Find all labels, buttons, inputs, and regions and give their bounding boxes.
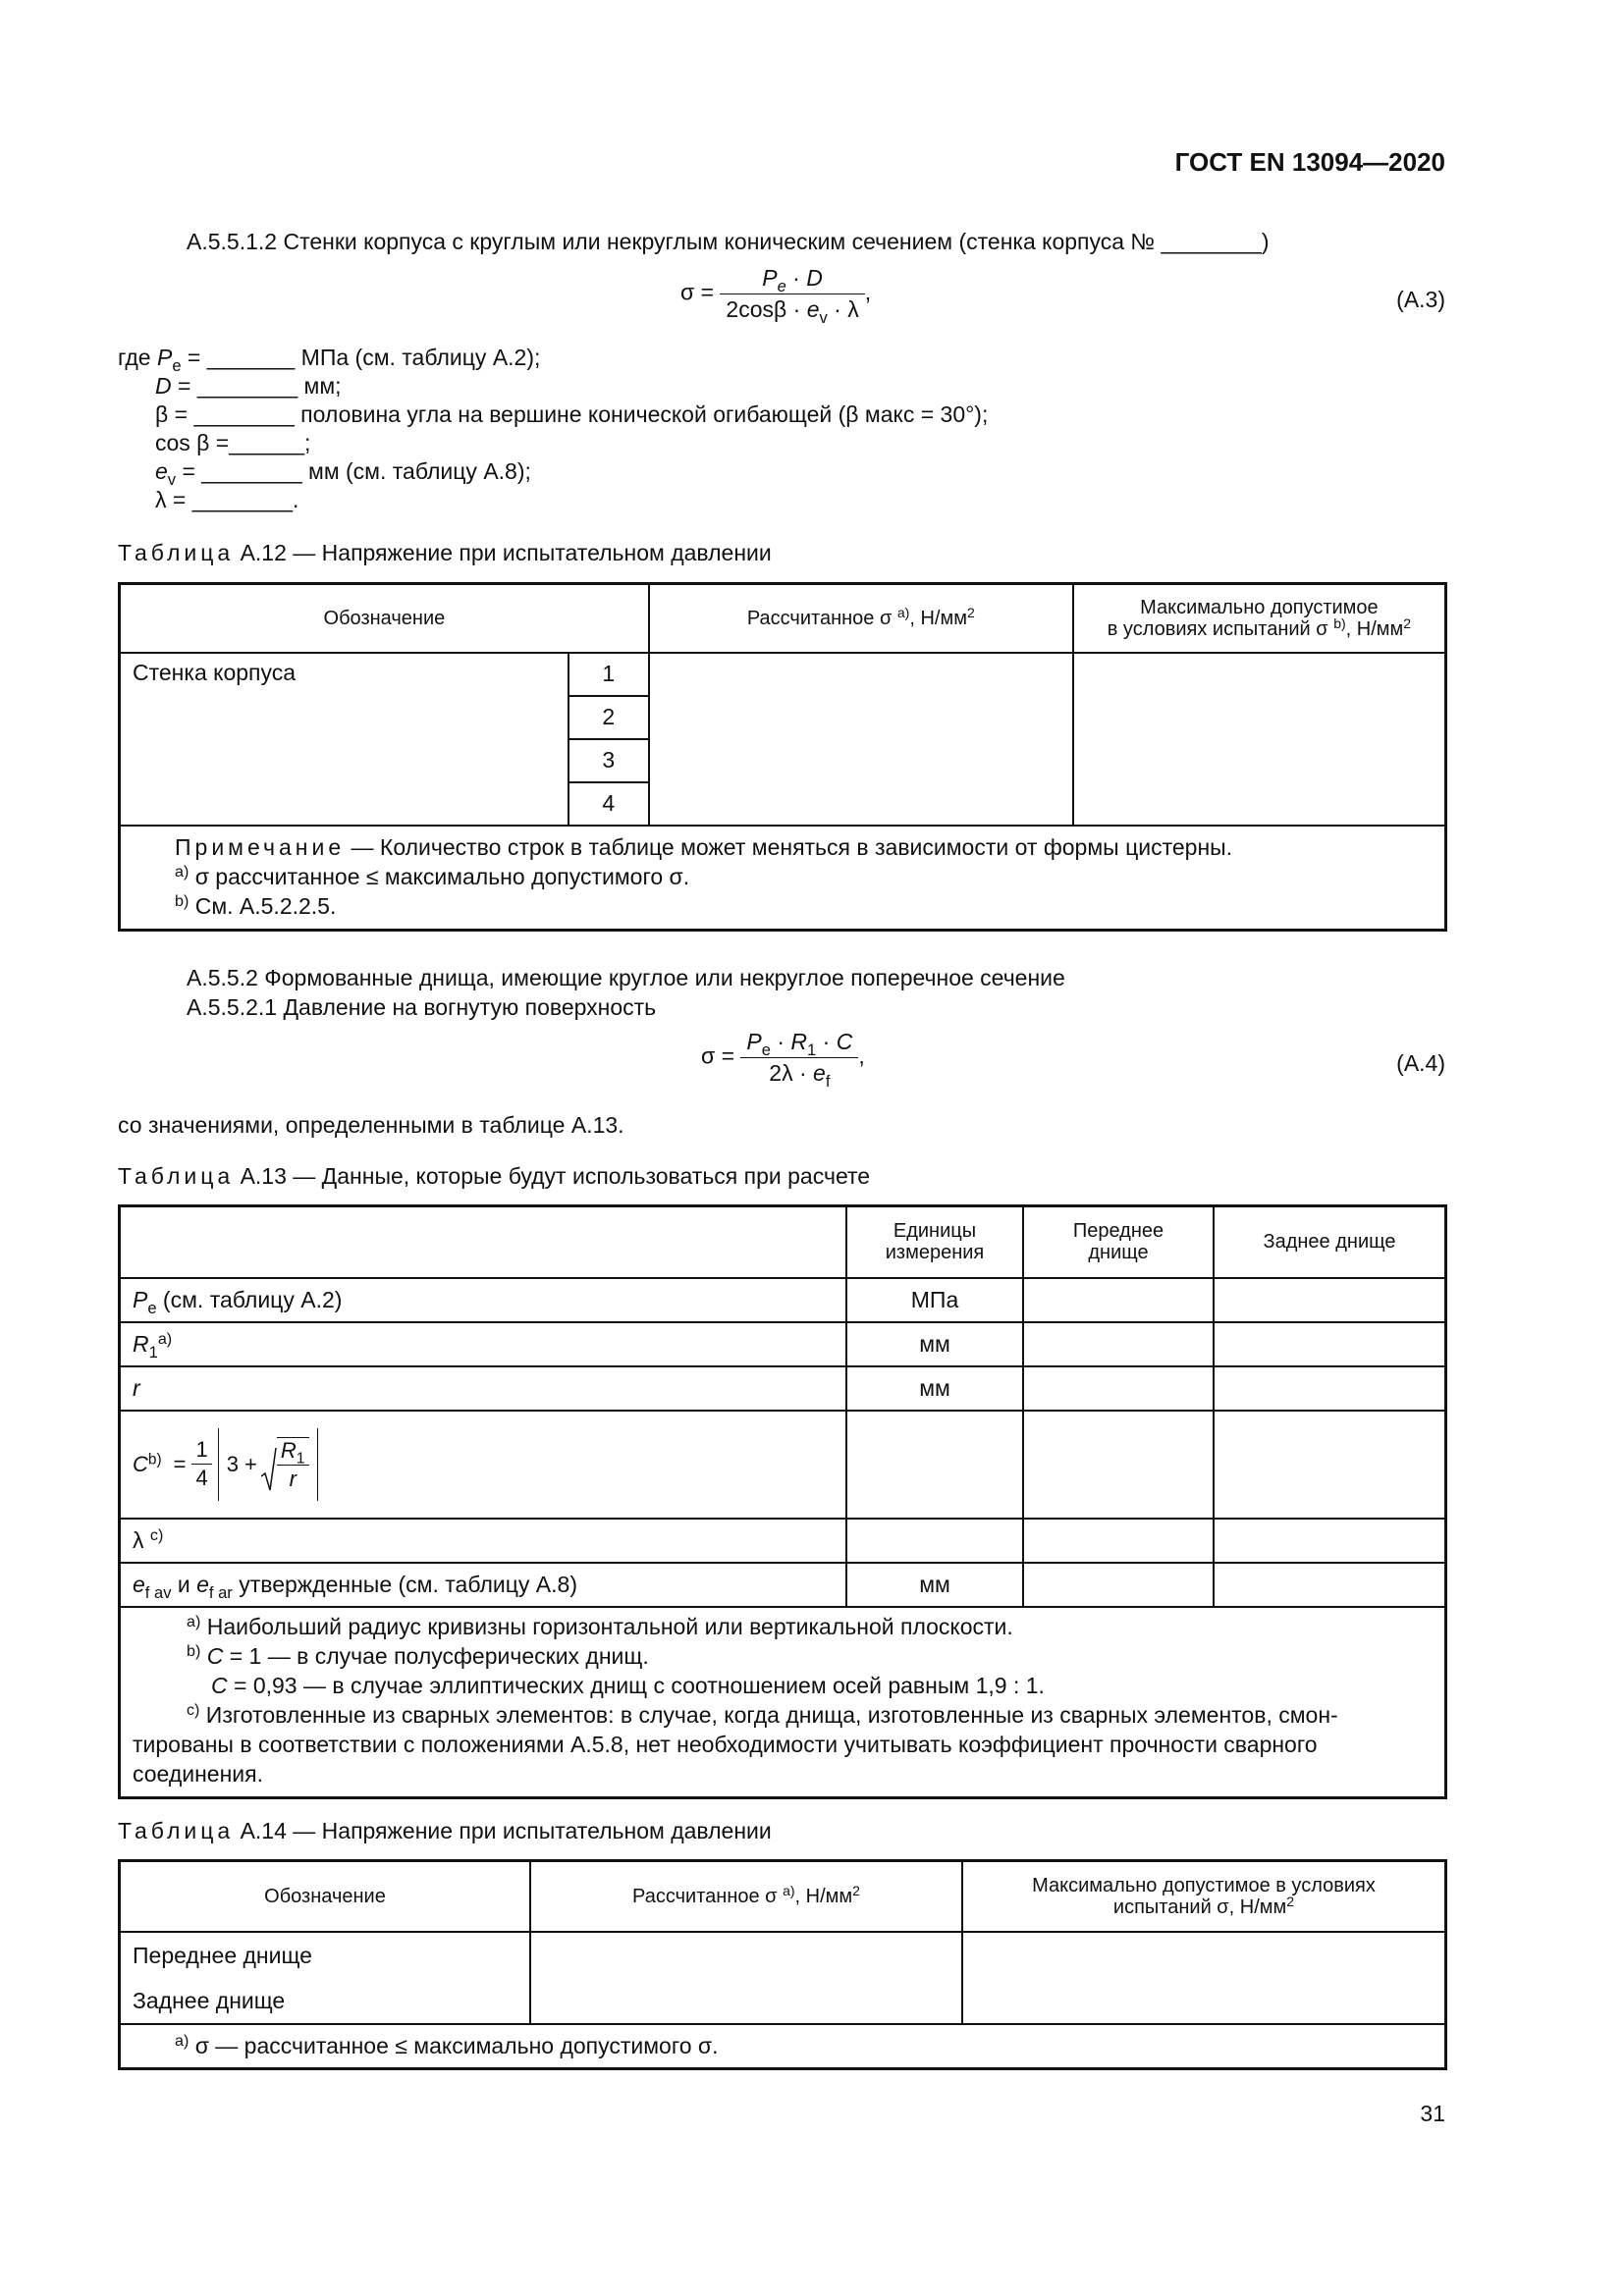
table-a12-caption: Таблица А.12 — Напряжение при испытательном давлении: [118, 540, 772, 565]
table-a12-row-number: 1: [568, 653, 649, 696]
def-beta: β = ________ половина угла на вершине конической огибающей (β макс = 30°);: [155, 401, 989, 427]
table-a13-header-units: Единицы измерения: [846, 1206, 1023, 1278]
formula-a4-number: (А.4): [1396, 1050, 1445, 1076]
table-a13-footnote-c2: тированы в соответствии с положениями А.5.8, нет необходимости учитывать коэффициент прочности сварного: [133, 1731, 1318, 1757]
formula-a3-lhs: σ =: [680, 279, 715, 305]
table-a12-row-label: Стенка корпуса: [120, 653, 568, 826]
table-a13-footnote-c: $^{c)}$ Изготовленные из сварных элементов: в случае, когда днища, изготовленные из сварных элементов, смон-: [187, 1700, 1338, 1728]
def-d: D = ________ мм;: [155, 373, 342, 399]
table-a12-calculated-cell: [649, 653, 1073, 826]
table-a14-header-max-allowed: Максимально допустимое в условиях испытаний σ, $Н/мм^2$: [962, 1861, 1446, 1932]
table-a12-header-max-allowed: Максимально допустимое в условиях испытаний σ $^{b)}$, $Н/мм^2$: [1073, 584, 1446, 653]
table-a13-header-front: Переднее днище: [1023, 1206, 1214, 1278]
table-a14-caption: Таблица А.14 — Напряжение при испытательном давлении: [118, 1818, 772, 1843]
section-a5512-heading: А.5.5.1.2 Стенки корпуса с круглым или некруглым коническим сечением (стенка корпуса № ________): [187, 229, 1270, 254]
table-a13: [118, 1204, 1447, 1799]
sqrt-icon: $\frac{R_1}{r}$: [261, 1436, 309, 1492]
formula-a4-lhs: σ =: [701, 1042, 735, 1069]
table-a13-param-ef: $e_{f av}$ и $e_{f ar}$ утвержденные (см. таблицу А.8): [120, 1563, 847, 1607]
table-row: [120, 1932, 1446, 2024]
formula-a3: σ = $\frac{P_e \cdot D}{2\cos\beta \cdot e_v \cdot \lambda}$ ,: [680, 265, 872, 327]
formula-a4: σ = $\frac{P_e \cdot R_1 \cdot C}{2\lambda \cdot e_f}$ ,: [701, 1029, 865, 1091]
table-a14-row-rear: Заднее днище: [133, 1987, 286, 2013]
formula-c: $C^{b)}$ = $\frac{1}{4}$ 3 + $\frac{R_1}{r}$: [133, 1428, 318, 1501]
table-a14-footnote: $^{а)}$ σ — рассчитанное ≤ максимально допустимого σ.: [120, 2024, 1446, 2069]
section-a552-heading: А.5.5.2 Формованные днища, имеющие круглое или некруглое поперечное сечение: [187, 965, 1065, 990]
def-ev: $e_v$ = ________ мм (см. таблицу А.8);: [155, 458, 531, 489]
table-a13-param-c: [120, 1411, 847, 1519]
formula-a3-definitions: [118, 344, 988, 514]
table-row: [120, 1563, 1446, 1607]
table-a13-unit: мм: [846, 1366, 1023, 1411]
table-a14-calculated-cell: [530, 1932, 962, 2024]
table-row: [120, 1322, 1446, 1366]
table-a12-footnote-b: $^{b)}$ См. А.5.2.2.5.: [175, 891, 337, 919]
table-a13-footnote-b2: C = 0,93 — в случае эллиптических днищ с соотношением осей равным 1,9 : 1.: [211, 1672, 1045, 1698]
table-a13-param-pe: $P_e$ (см. таблицу А.2): [120, 1278, 847, 1322]
page-number: 31: [1420, 2101, 1445, 2126]
def-pe: где $P_e$ = _______ МПа (см. таблицу А.2);: [118, 345, 541, 375]
table-row: [120, 1411, 1446, 1519]
table-a12: [118, 582, 1447, 932]
table-row: [120, 1278, 1446, 1322]
table-a12-row-number: 2: [568, 696, 649, 739]
section-a5521-text: со значениями, определенными в таблице А.13.: [118, 1112, 624, 1138]
table-row: [120, 1519, 1446, 1563]
table-a14-max-cell: [962, 1932, 1446, 2024]
table-a12-note: Примечание — Количество строк в таблице может меняться в зависимости от формы цистерны.: [175, 833, 1233, 860]
table-a13-footnotes: [120, 1607, 1446, 1798]
formula-a3-number: (А.3): [1396, 287, 1445, 312]
def-lambda: λ = ________.: [155, 487, 299, 512]
section-a5521-heading: А.5.5.2.1 Давление на вогнутую поверхность: [187, 994, 657, 1020]
table-a13-footnote-a: $^{а)}$ Наибольший радиус кривизны горизонтальной или вертикальной плоскости.: [187, 1612, 1013, 1639]
table-a13-header-parameter: [120, 1206, 847, 1278]
table-row: [120, 1366, 1446, 1411]
document-standard-id: ГОСТ EN 13094—2020: [1174, 147, 1445, 177]
table-a13-param-r: r: [120, 1366, 847, 1411]
table-a13-caption: Таблица А.13 — Данные, которые будут использоваться при расчете: [118, 1163, 871, 1189]
table-row: [120, 653, 1446, 696]
table-a13-header-rear: Заднее днище: [1214, 1206, 1446, 1278]
table-a14: [118, 1859, 1447, 2070]
table-a13-unit: МПа: [846, 1278, 1023, 1322]
table-a12-notes: [120, 826, 1446, 931]
table-a14-row-front: Переднее днище: [133, 1942, 312, 1968]
formula-a4-fraction: $\frac{P_e \cdot R_1 \cdot C}{2\lambda \cdot e_f}$: [740, 1029, 858, 1087]
table-a13-param-lambda: λ $^{c)}$: [120, 1519, 847, 1563]
table-a12-header-designation: Обозначение: [120, 584, 649, 653]
table-a13-param-r1: $R_1^{а)}$: [120, 1322, 847, 1366]
table-a14-header-designation: Обозначение: [120, 1861, 531, 1932]
table-a13-footnote-b: $^{b)}$ C = 1 — в случае полусферических днищ.: [187, 1641, 649, 1669]
table-a12-max-cell: [1073, 653, 1446, 826]
def-cos-beta: cos β =______;: [155, 430, 311, 455]
table-a13-unit: мм: [846, 1563, 1023, 1607]
table-a12-row-number: 3: [568, 739, 649, 782]
table-a12-header-calculated: Рассчитанное σ $^{а)}$, $Н/мм^2$: [649, 584, 1073, 653]
table-a12-footnote-a: $^{а)}$ σ рассчитанное ≤ максимально допустимого σ.: [175, 862, 690, 889]
formula-a3-fraction: $\frac{P_e \cdot D}{2\cos\beta \cdot e_v \cdot \lambda}$: [720, 265, 864, 323]
table-a14-row-labels: [120, 1932, 531, 2024]
table-a13-footnote-c3: соединения.: [133, 1760, 263, 1787]
table-a14-header-calculated: Рассчитанное σ $^{а)}$, $Н/мм^2$: [530, 1861, 962, 1932]
table-a13-unit: мм: [846, 1322, 1023, 1366]
table-a12-row-number: 4: [568, 782, 649, 826]
